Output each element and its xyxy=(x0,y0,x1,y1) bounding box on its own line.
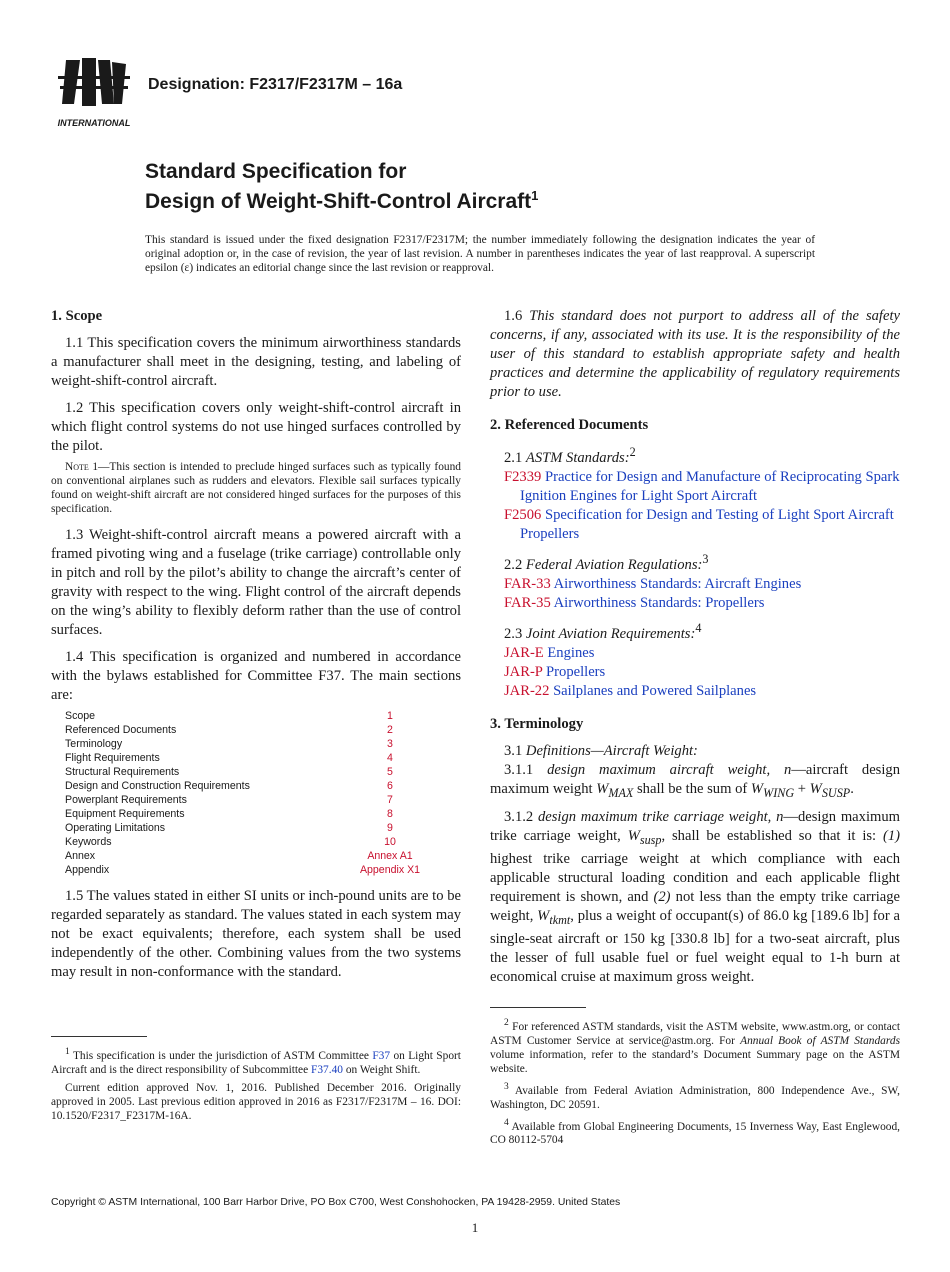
footnote-2 xyxy=(490,1016,900,1076)
footnotes-left xyxy=(51,1045,461,1127)
subsection-title: Joint Aviation Requirements: xyxy=(525,625,696,642)
subscript-tkmt: tkmt xyxy=(549,913,571,928)
footnote-text: Available from Federal Aviation Administration, 800 Independence Ave., SW, Washington, DC 20591. xyxy=(490,1084,900,1111)
footnote-number: 3 xyxy=(504,1081,509,1092)
title-line-1: Standard Specification for xyxy=(145,160,407,183)
right-column xyxy=(490,307,900,995)
section-heading-terminology: 3. Terminology xyxy=(490,715,584,732)
paragraph-1-6 xyxy=(490,307,900,402)
document-title xyxy=(145,160,845,214)
defined-term: design maximum aircraft weight, n xyxy=(547,761,792,778)
far-group xyxy=(490,550,900,613)
designation: Designation: F2317/F2317M – 16a xyxy=(148,76,403,93)
jar-requirement-code-link[interactable]: JAR-E xyxy=(504,644,544,661)
section-row xyxy=(65,751,435,765)
section-row xyxy=(65,723,435,737)
definition-text: —design maximum trike carriage weight, xyxy=(490,809,900,845)
section-name: Appendix xyxy=(65,864,110,876)
section-number-link[interactable]: 7 xyxy=(387,794,393,806)
jar-requirement-title-link[interactable]: Sailplanes and Powered Sailplanes xyxy=(553,682,757,699)
subsection-number: 2.2 xyxy=(504,556,523,573)
section-heading-scope: 1. Scope xyxy=(51,308,103,324)
symbol-w: W xyxy=(596,780,609,797)
section-name: Referenced Documents xyxy=(65,724,177,736)
footnote-text: on Light Sport Aircraft and is the direct responsibility of Subcommittee xyxy=(51,1049,461,1076)
left-column xyxy=(51,307,461,990)
paragraph-3-1-1 xyxy=(490,761,900,803)
jar-requirement-item xyxy=(504,663,900,682)
section-row xyxy=(65,709,435,723)
section-row xyxy=(65,807,435,821)
paragraph-3-1 xyxy=(490,742,900,761)
definition-text: shall be the sum of xyxy=(633,780,751,797)
footnote-text: volume information, refer to the standard’s Document Summary page on the ASTM website. xyxy=(490,1048,900,1075)
note-1 xyxy=(51,460,461,516)
subsection-title: Federal Aviation Regulations: xyxy=(525,556,703,573)
title-text: Design of Weight-Shift-Control Aircraft xyxy=(145,190,532,213)
section-row xyxy=(65,821,435,835)
paragraph-1-2: 1.2 This specification covers only weight-shift-control aircraft in which flight control systems do not use hinged surfaces controlled by the pilot. xyxy=(51,400,461,454)
section-number-link[interactable]: Appendix X1 xyxy=(359,864,421,876)
far-label xyxy=(504,550,900,575)
defined-term: design maximum trike carriage weight, n xyxy=(537,809,784,826)
footnote-rule-right xyxy=(490,1007,586,1008)
title-footnote-mark[interactable]: 1 xyxy=(531,188,539,203)
section-name: Annex xyxy=(65,850,96,862)
section-row xyxy=(65,835,435,849)
paragraph-1-3: 1.3 Weight-shift-control aircraft means a powered aircraft with a framed pivoting wing and a fuselage (trike carriage) controllable only in pitch and roll by the pilot’s ability to change the aircraft’s center of gravity with respect to the wing. Flight control of the aircraft depends on the wing’s ability to flexibly deform rather than the use of control surfaces. xyxy=(51,527,461,638)
copyright: Copyright © ASTM International, 100 Barr Harbor Drive, PO Box C700, West Conshohocken, PA 19428-2959. United States xyxy=(51,1197,621,1208)
astm-standard-code-link[interactable]: F2339 xyxy=(504,468,542,485)
footnote-text: on Weight Shift. xyxy=(343,1063,421,1076)
jar-label xyxy=(504,619,900,644)
symbol-w: W xyxy=(809,780,822,797)
paragraph-number: 3.1.1 xyxy=(504,761,534,778)
astm-standard-title-link[interactable]: Specification for Design and Testing of Light Sport Aircraft Propellers xyxy=(520,506,894,542)
far-regulation-title-link[interactable]: Airworthiness Standards: Propellers xyxy=(553,594,765,611)
subscript-susp: susp xyxy=(639,833,662,848)
paragraph-1-1: 1.1 This specification covers the minimum airworthiness standards a manufacturer shall meet in the designing, testing, and labeling of weight-shift-control aircraft. xyxy=(51,335,461,389)
section-number-link[interactable]: 3 xyxy=(387,738,393,750)
definition-text: not less than the empty trike carriage weight, xyxy=(490,889,901,925)
subsection-number: 2.3 xyxy=(504,625,523,642)
sections-table xyxy=(65,709,435,877)
paragraph-1-4: 1.4 This specification is organized and numbered in accordance with the bylaws established for Committee F37. The main sections are: xyxy=(51,649,461,703)
item-marker-2: (2) xyxy=(653,889,671,906)
far-regulation-code-link[interactable]: FAR-35 xyxy=(504,594,551,611)
section-number-link[interactable]: 9 xyxy=(387,822,393,834)
definition-text: , shall be established so that it is: xyxy=(661,828,883,845)
section-number-link[interactable]: 1 xyxy=(387,710,393,722)
jar-list xyxy=(490,644,900,701)
section-name: Structural Requirements xyxy=(65,766,180,778)
footnote-4 xyxy=(490,1116,900,1148)
symbol-w: W xyxy=(627,828,640,845)
section-row xyxy=(65,765,435,779)
section-row xyxy=(65,737,435,751)
safety-statement: This standard does not purport to address all of the safety concerns, if any, associated with its use. It is the responsibility of the user of this standard to establish appropriate safety and health practices and determine the applicability of regulatory requirements prior to use. xyxy=(490,308,900,400)
issuance-note: This standard is issued under the fixed designation F2317/F2317M; the number immediately following the designation indicates the year of original adoption or, in the case of revision, the year of last revision. A number in parentheses indicates the year of last reapproval. A superscript epsilon (ε) indicates an editorial change since the last revision or reapproval. xyxy=(145,234,815,274)
footnote-text: Available from Global Engineering Documents, 15 Inverness Way, East Englewood, CO 80112-5704 xyxy=(490,1120,901,1147)
jar-requirement-code-link[interactable]: JAR-P xyxy=(504,663,543,680)
footnote-text: This specification is under the jurisdiction of ASTM Committee xyxy=(72,1049,373,1062)
astm-standards-label xyxy=(504,443,900,468)
section-name: Operating Limitations xyxy=(65,822,166,834)
definition-text: , plus a weight of occupant(s) of 86.0 kg [189.6 lb] for a single-seat aircraft or 150 kg [330.8 lb] for a two-seat aircraft, plus the lesser of full usable fuel or fuel weight equal to 1-h burn at economical cruise at maximum gross weight. xyxy=(490,908,900,986)
section-name: Terminology xyxy=(65,738,123,750)
symbol-w: W xyxy=(537,908,550,925)
jar-requirement-title-link[interactable]: Engines xyxy=(547,644,595,661)
jar-requirement-title-link[interactable]: Propellers xyxy=(546,663,606,680)
far-regulation-title-link[interactable]: Airworthiness Standards: Aircraft Engines xyxy=(553,575,802,592)
jar-group xyxy=(490,619,900,701)
subsection-number: 2.1 xyxy=(504,449,523,466)
section-number-link[interactable]: 10 xyxy=(384,836,396,848)
title-line-2 xyxy=(145,184,845,214)
section-name: Design and Construction Requirements xyxy=(65,780,250,792)
item-marker-1: (1) xyxy=(882,828,900,845)
section-name: Equipment Requirements xyxy=(65,808,185,820)
edition-note: Current edition approved Nov. 1, 2016. Published December 2016. Originally approved in 2005. Last previous edition approved in 2016 as F2317/F2317M – 16. DOI: 10.1520/F2317_F2317M-16A. xyxy=(51,1081,461,1122)
period: . xyxy=(850,780,854,797)
page-header xyxy=(52,56,912,136)
section-number-link[interactable]: Annex A1 xyxy=(367,850,413,862)
footnote-mark[interactable]: 4 xyxy=(695,620,702,635)
astm-logo xyxy=(52,56,136,132)
footnote-mark[interactable]: 2 xyxy=(629,445,636,459)
footnote-3 xyxy=(490,1080,900,1112)
definitions-title: Definitions—Aircraft Weight: xyxy=(525,742,698,759)
astm-standard-item xyxy=(504,468,900,506)
astm-standard-item xyxy=(504,506,900,544)
section-number-link[interactable]: 4 xyxy=(387,752,393,764)
paragraph-3-1-2 xyxy=(490,808,900,987)
definition-text: —aircraft design maximum weight xyxy=(490,761,900,797)
astm-standard-code-link[interactable]: F2506 xyxy=(504,506,542,523)
paragraph-number: 3.1.2 xyxy=(504,809,534,826)
astm-standards-group xyxy=(490,443,900,544)
footnotes-right xyxy=(490,1016,900,1151)
footnote-number: 1 xyxy=(65,1047,70,1057)
far-list xyxy=(490,575,900,613)
definition-text: highest trike carriage weight at which compliance with each applicable structural loading condition and each applicable flight requirement is shown, and xyxy=(490,851,900,906)
section-number-link[interactable]: 5 xyxy=(387,766,393,778)
footnote-1 xyxy=(51,1045,461,1077)
astm-standard-title-link[interactable]: Practice for Design and Manufacture of Reciprocating Spark Ignition Engines for Light Sport Aircraft xyxy=(520,468,900,504)
far-regulation-code-link[interactable]: FAR-33 xyxy=(504,575,551,592)
paragraph-number: 3.1 xyxy=(504,742,523,759)
footnote-italic: Annual Book of ASTM Standards xyxy=(740,1034,901,1047)
section-row xyxy=(65,779,435,793)
footnote-rule-left xyxy=(51,1036,147,1037)
section-name: Scope xyxy=(65,710,96,722)
section-heading-referenced-documents: 2. Referenced Documents xyxy=(490,417,649,433)
footnote-text: For referenced ASTM standards, visit the ASTM website, www.astm.org, or contact ASTM Customer Service at service@astm.org. For xyxy=(490,1020,900,1047)
section-row xyxy=(65,793,435,807)
section-name: Flight Requirements xyxy=(65,752,160,764)
far-regulation-item xyxy=(504,594,900,613)
subsection-title: ASTM Standards: xyxy=(525,449,630,466)
paragraph-number: 1.6 xyxy=(504,308,523,324)
subscript-max: MAX xyxy=(608,785,634,800)
section-row xyxy=(65,863,435,877)
section-name: Powerplant Requirements xyxy=(65,794,187,806)
footnote-mark[interactable]: 3 xyxy=(702,551,709,566)
subscript-wing: WING xyxy=(763,785,795,800)
footnote-number: 4 xyxy=(504,1117,509,1128)
jar-requirement-item xyxy=(504,682,900,701)
footnote-number: 2 xyxy=(504,1018,509,1028)
subcommittee-f37-40-link[interactable]: F37.40 xyxy=(311,1063,343,1076)
astm-standards-list xyxy=(490,468,900,544)
logo-wordmark: INTERNATIONAL xyxy=(57,118,131,128)
section-number-link[interactable]: 8 xyxy=(387,808,393,820)
section-number-link[interactable]: 6 xyxy=(387,780,393,792)
committee-f37-link[interactable]: F37 xyxy=(372,1049,391,1062)
section-name: Keywords xyxy=(65,836,112,848)
far-regulation-item xyxy=(504,575,900,594)
jar-requirement-code-link[interactable]: JAR-22 xyxy=(504,682,550,699)
paragraph-1-5: 1.5 The values stated in either SI units or inch-pound units are to be regarded separately as standard. The values stated in each system may not be exact equivalents; therefore, each system shall be used independently of the other. Combining values from the two systems may result in non-conformance with the standard. xyxy=(51,888,461,980)
subscript-susp: SUSP xyxy=(821,785,851,800)
plus-sign: + xyxy=(794,780,810,797)
section-number-link[interactable]: 2 xyxy=(387,724,393,736)
note-text: —This section is intended to preclude hinged surfaces such as typically found on conventional airplanes such as rudders and elevators. Flexible sail surfaces typically found on weight-shift aircraft are not considered hinged surfaces for the purposes of this specification. xyxy=(51,461,461,515)
page-number: 1 xyxy=(471,1220,479,1235)
note-label: Note 1 xyxy=(65,461,99,473)
symbol-w: W xyxy=(750,780,764,797)
section-row xyxy=(65,849,435,863)
jar-requirement-item xyxy=(504,644,900,663)
